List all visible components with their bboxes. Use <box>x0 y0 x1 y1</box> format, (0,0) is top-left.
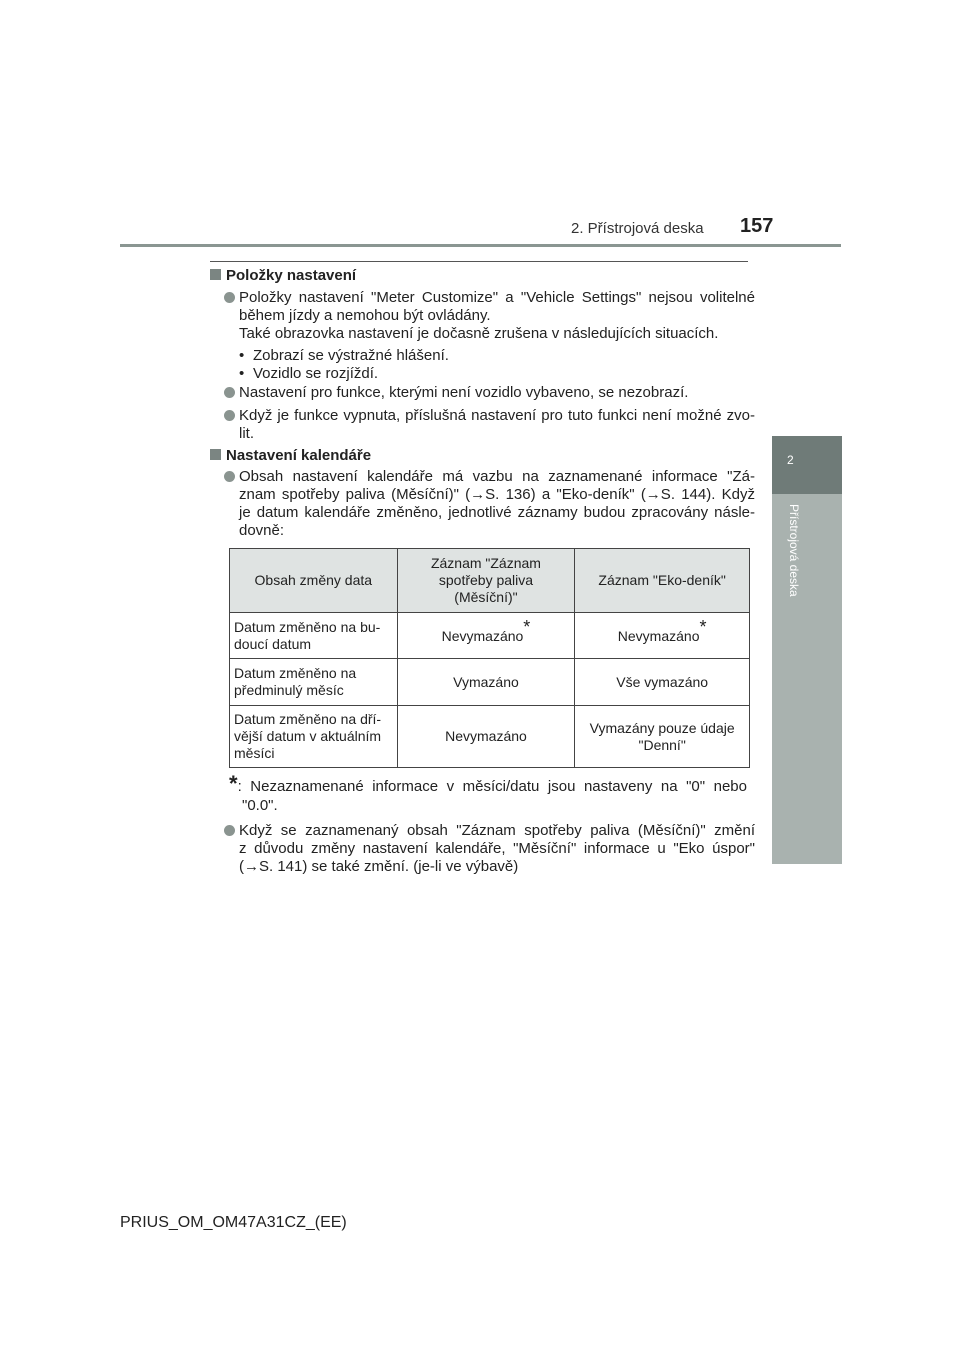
chapter-number: 2 <box>787 453 794 467</box>
text-line: lit. <box>239 425 254 442</box>
header-rule <box>120 244 841 247</box>
table-row <box>230 659 750 706</box>
round-bullet-icon <box>224 292 235 303</box>
text-line: (→S. 141) se také změní. (je-li ve výbavě) <box>239 858 519 875</box>
table-cell: Datum změněno na bu-doucí datum <box>230 613 398 659</box>
table-header-cell: Záznam "Záznam spotřeby paliva (Měsíční)" <box>397 549 575 613</box>
table-header-cell: Obsah změny data <box>230 549 398 613</box>
table-cell: Nevymazáno* <box>575 613 750 659</box>
text-line: Nastavení pro funkce, kterými není vozidlo vybaveno, se nezobrazí. <box>239 384 689 401</box>
round-bullet-icon <box>224 825 235 836</box>
heading-calendar: Nastavení kalendáře <box>210 447 371 465</box>
content-rule <box>210 261 748 262</box>
text-line: Když je funkce vypnuta, příslušná nastavení pro tuto funkci není možné zvo- <box>239 407 755 424</box>
text-line: znam spotřeby paliva (Měsíční)" (→S. 136) a "Eko-deník" (→S. 144). Když <box>239 486 755 503</box>
text-line: z důvodu změny nastavení kalendáře, "Měsíční" informace u "Eko úspor" <box>239 840 755 857</box>
bullet-items-3 <box>210 407 755 443</box>
document-code: PRIUS_OM_OM47A31CZ_(EE) <box>120 1214 347 1231</box>
heading-items: Položky nastavení <box>210 267 356 285</box>
section-title: 2. Přístrojová deska <box>571 220 704 237</box>
square-bullet-icon <box>210 269 221 280</box>
table-cell: Datum změněno na dří-vější datum v aktuálním měsíci <box>230 706 398 768</box>
chapter-label: Přístrojová deska <box>787 504 801 597</box>
round-bullet-icon <box>224 471 235 482</box>
bullet-items-2 <box>210 384 755 402</box>
bullet-last <box>210 822 755 876</box>
table-footnote <box>229 771 747 815</box>
chapter-tab <box>772 436 842 494</box>
table-cell: Nevymazáno <box>397 706 575 768</box>
text-line: Položky nastavení "Meter Customize" a "Vehicle Settings" nejsou volitelné <box>239 289 755 306</box>
footnote-asterisk: * <box>229 771 238 796</box>
sub-item-1: • Zobrazí se výstražné hlášení. <box>239 347 449 364</box>
text-line: Obsah nastavení kalendáře má vazbu na zaznamenané informace "Zá- <box>239 468 755 485</box>
table-header-cell: Záznam "Eko-deník" <box>575 549 750 613</box>
table-row <box>230 706 750 768</box>
bullet-calendar <box>210 468 755 540</box>
asterisk-mark: * <box>523 616 531 637</box>
text-line: během jízdy a nemohou být ovládány. <box>239 307 491 324</box>
square-bullet-icon <box>210 449 221 460</box>
bullet-items-1 <box>210 289 755 343</box>
page-number: 157 <box>740 215 774 237</box>
text-line: je datum kalendáře změněno, jednotlivé záznamy budou zpracovány násle- <box>239 504 755 521</box>
sub-item-2: • Vozidlo se rozjíždí. <box>239 365 379 382</box>
chapter-bar <box>772 494 842 864</box>
table-header-row <box>230 549 750 613</box>
text-line: Také obrazovka nastavení je dočasně zrušena v následujících situacích. <box>239 325 719 342</box>
table-cell: Vymazány pouze údaje "Denní" <box>575 706 750 768</box>
asterisk-mark: * <box>699 616 707 637</box>
table-cell: Vše vymazáno <box>575 659 750 706</box>
table-cell: Datum změněno na předminulý měsíc <box>230 659 398 706</box>
text-line: "0.0". <box>242 797 278 814</box>
table-row <box>230 613 750 659</box>
text-line: Když se zaznamenaný obsah "Záznam spotřeby paliva (Měsíční)" změní <box>239 822 755 839</box>
round-bullet-icon <box>224 410 235 421</box>
round-bullet-icon <box>224 387 235 398</box>
text-line: dovně: <box>239 522 285 539</box>
table-cell: Vymazáno <box>397 659 575 706</box>
text-line: : Nezaznamenané informace v měsíci/datu jsou nastaveny na "0" nebo <box>237 778 747 795</box>
date-change-table <box>229 548 750 768</box>
table-cell: Nevymazáno* <box>397 613 575 659</box>
